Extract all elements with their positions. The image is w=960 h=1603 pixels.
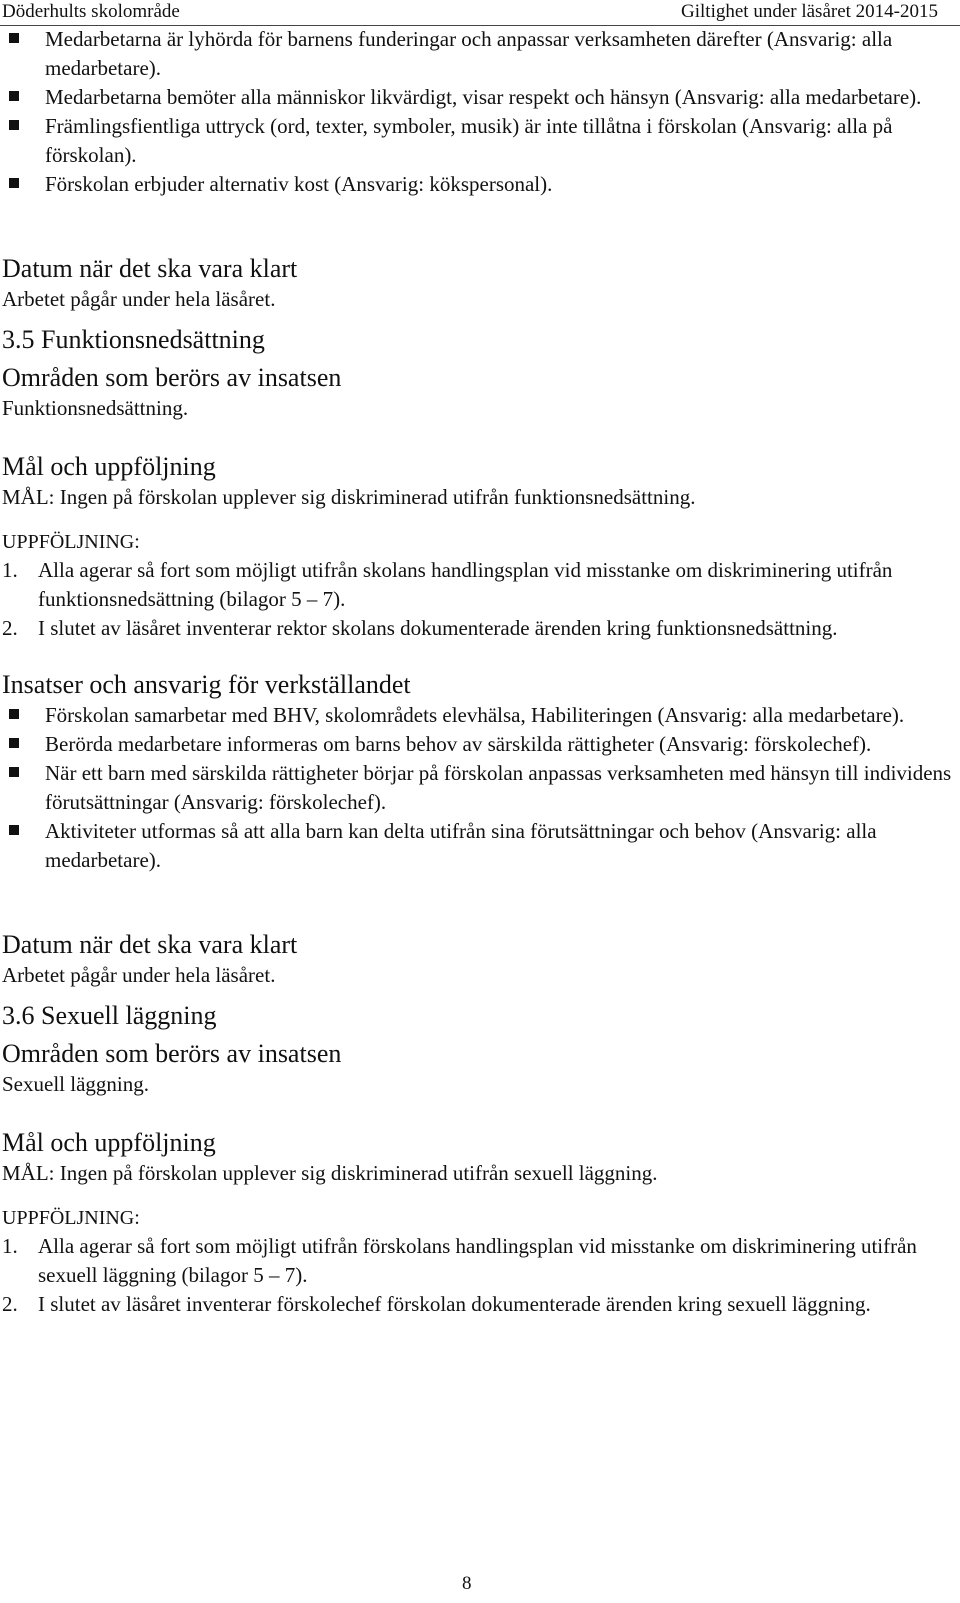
list-number: 2. — [2, 1292, 18, 1316]
intro-bullet-list — [2, 25, 952, 199]
list-number: 1. — [2, 1234, 18, 1258]
date-text: Arbetet pågår under hela läsåret. — [2, 963, 276, 987]
list-item — [2, 25, 952, 83]
page-number: 8 — [462, 1573, 472, 1594]
areas-heading: Områden som berörs av insatsen — [2, 1039, 342, 1068]
list-item — [2, 614, 952, 643]
date-text: Arbetet pågår under hela läsåret. — [2, 287, 276, 311]
header-school-name: Döderhults skolområde — [2, 1, 180, 22]
actions-bullet-list — [2, 701, 952, 875]
goals-heading: Mål och uppföljning — [2, 1128, 216, 1157]
list-number: 1. — [2, 558, 18, 582]
list-item-text: I slutet av läsåret inventerar förskolechef förskolan dokumenterade ärenden kring sexuell läggning. — [38, 1292, 871, 1316]
section-title-3-5: 3.5 Funktionsnedsättning — [2, 325, 265, 354]
list-item — [2, 112, 952, 170]
list-item-text: I slutet av läsåret inventerar rektor skolans dokumenterade ärenden kring funktionsnedsättning. — [38, 616, 838, 640]
page-content — [2, 25, 952, 1319]
actions-heading: Insatser och ansvarig för verkställandet — [2, 670, 411, 699]
followup-list — [2, 556, 952, 643]
square-bullet-icon — [9, 767, 19, 777]
list-item-text: Aktiviteter utformas så att alla barn kan delta utifrån sina förutsättningar och behov (Ansvarig: alla medarbetare). — [45, 819, 877, 872]
areas-text: Sexuell läggning. — [2, 1072, 149, 1096]
square-bullet-icon — [9, 709, 19, 719]
list-item-text: Förskolan erbjuder alternativ kost (Ansvarig: kökspersonal). — [45, 172, 553, 196]
list-item — [2, 556, 952, 614]
list-item — [2, 1290, 952, 1319]
square-bullet-icon — [9, 120, 19, 130]
goal-text: MÅL: Ingen på förskolan upplever sig diskriminerad utifrån sexuell läggning. — [2, 1161, 658, 1185]
list-item — [2, 701, 952, 730]
list-item-text: Berörda medarbetare informeras om barns behov av särskilda rättigheter (Ansvarig: förskolechef). — [45, 732, 872, 756]
list-item-text: Förskolan samarbetar med BHV, skolområdets elevhälsa, Habiliteringen (Ansvarig: alla medarbetare). — [45, 703, 905, 727]
date-heading: Datum när det ska vara klart — [2, 254, 298, 283]
followup-label: UPPFÖLJNING: — [2, 531, 140, 553]
square-bullet-icon — [9, 33, 19, 43]
goal-text: MÅL: Ingen på förskolan upplever sig diskriminerad utifrån funktionsnedsättning. — [2, 485, 696, 509]
list-item — [2, 1232, 952, 1290]
page-header — [0, 0, 960, 26]
header-validity: Giltighet under läsåret 2014-2015 — [681, 1, 938, 22]
areas-heading: Områden som berörs av insatsen — [2, 363, 342, 392]
list-item — [2, 759, 952, 817]
followup-label: UPPFÖLJNING: — [2, 1207, 140, 1229]
list-item-text: När ett barn med särskilda rättigheter börjar på förskolan anpassas verksamheten med hänsyn till individens förutsättningar (Ansvarig: förskolechef). — [45, 761, 952, 814]
list-item — [2, 170, 952, 199]
list-item — [2, 83, 952, 112]
date-heading: Datum när det ska vara klart — [2, 930, 298, 959]
list-item-text: Främlingsfientliga uttryck (ord, texter, symboler, musik) är inte tillåtna i förskolan (Ansvarig: alla på förskolan). — [45, 114, 893, 167]
section-title-3-6: 3.6 Sexuell läggning — [2, 1001, 217, 1030]
list-item — [2, 730, 952, 759]
list-number: 2. — [2, 616, 18, 640]
areas-text: Funktionsnedsättning. — [2, 396, 189, 420]
list-item-text: Alla agerar så fort som möjligt utifrån skolans handlingsplan vid misstanke om diskriminering utifrån funktionsnedsättning (bilagor 5 – 7). — [38, 558, 893, 611]
square-bullet-icon — [9, 825, 19, 835]
list-item-text: Medarbetarna är lyhörda för barnens funderingar och anpassar verksamheten därefter (Ansvarig: alla medarbetare). — [45, 27, 893, 80]
square-bullet-icon — [9, 738, 19, 748]
list-item — [2, 817, 952, 875]
square-bullet-icon — [9, 91, 19, 101]
goals-heading: Mål och uppföljning — [2, 452, 216, 481]
list-item-text: Alla agerar så fort som möjligt utifrån förskolans handlingsplan vid misstanke om diskriminering utifrån sexuell läggning (bilagor 5 – 7). — [38, 1234, 917, 1287]
square-bullet-icon — [9, 178, 19, 188]
followup-list — [2, 1232, 952, 1319]
list-item-text: Medarbetarna bemöter alla människor likvärdigt, visar respekt och hänsyn (Ansvarig: alla medarbetare). — [45, 85, 922, 109]
